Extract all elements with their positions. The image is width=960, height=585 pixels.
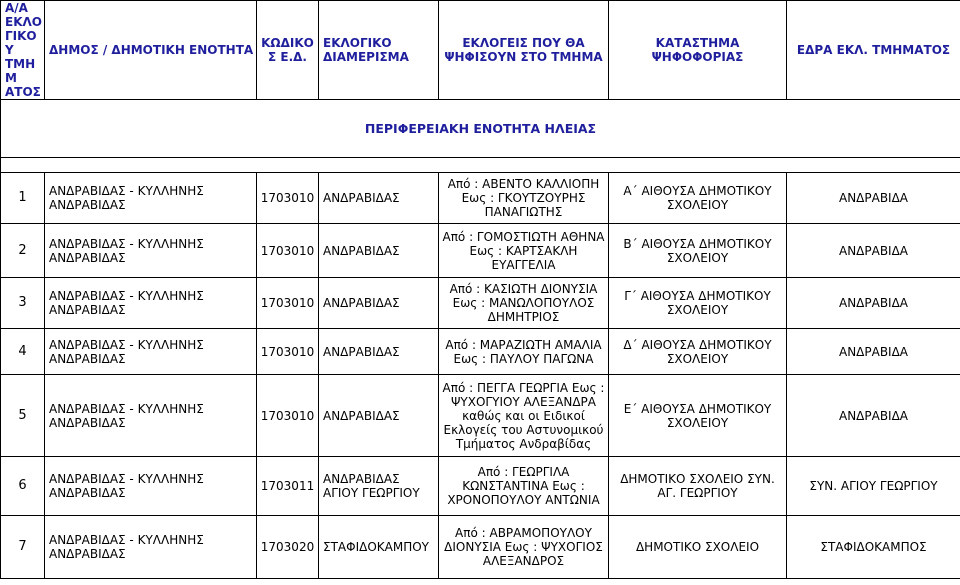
- voters-cell: Από : ΑΒΕΝΤΟ ΚΑΛΛΙΟΠΗ Εως : ΓΚΟΥΤΖΟΥΡΗΣ ΠΑΝΑΓΙΩΤΗΣ: [439, 173, 609, 224]
- polling-store-cell: ΔΗΜΟΤΙΚΟ ΣΧΟΛΕΙΟ ΣΥΝ. ΑΓ. ΓΕΩΡΓΙΟΥ: [609, 457, 787, 516]
- district-cell: ΑΝΔΡΑΒΙΔΑΣ: [319, 278, 439, 329]
- section-seat-cell: ΑΝΔΡΑΒΙΔΑ: [787, 224, 960, 278]
- table-row: [1, 516, 960, 579]
- row-number: 6: [1, 457, 45, 516]
- header-voters: ΕΚΛΟΓΕΙΣ ΠΟΥ ΘΑ ΨΗΦΙΣΟΥΝ ΣΤΟ ΤΜΗΜΑ: [439, 1, 609, 100]
- row-number: 4: [1, 329, 45, 375]
- header-section-number: Α/Α ΕΚΛΟ ΓΙΚΟΥ ΤΜΗΜ ΑΤΟΣ: [1, 1, 45, 100]
- row-number: 2: [1, 224, 45, 278]
- municipality-cell: ΑΝΔΡΑΒΙΔΑΣ - ΚΥΛΛΗΝΗΣ ΑΝΔΡΑΒΙΔΑΣ: [45, 329, 257, 375]
- municipality-cell: ΑΝΔΡΑΒΙΔΑΣ - ΚΥΛΛΗΝΗΣ ΑΝΔΡΑΒΙΔΑΣ: [45, 457, 257, 516]
- code-cell: 1703020: [257, 516, 319, 579]
- region-title: ΠΕΡΙΦΕΡΕΙΑΚΗ ΕΝΟΤΗΤΑ ΗΛΕΙΑΣ: [1, 100, 960, 158]
- header-polling-store: ΚΑΤΑΣΤΗΜΑ ΨΗΦΟΦΟΡΙΑΣ: [609, 1, 787, 100]
- district-cell: ΑΝΔΡΑΒΙΔΑΣ: [319, 375, 439, 457]
- municipality-cell: ΑΝΔΡΑΒΙΔΑΣ - ΚΥΛΛΗΝΗΣ ΑΝΔΡΑΒΙΔΑΣ: [45, 173, 257, 224]
- header-section-seat: ΕΔΡΑ ΕΚΛ. ΤΜΗΜΑΤΟΣ: [787, 1, 960, 100]
- table-row: [1, 457, 960, 516]
- municipality-cell: ΑΝΔΡΑΒΙΔΑΣ - ΚΥΛΛΗΝΗΣ ΑΝΔΡΑΒΙΔΑΣ: [45, 278, 257, 329]
- voters-cell: Από : ΠΕΓΓΑ ΓΕΩΡΓΙΑ Εως : ΨΥΧΟΓΥΙΟΥ ΑΛΕΞΑΝΔΡΑ καθώς και οι Ειδικοί Εκλογείς του Αστυνομικού Τμήματος Ανδραβίδας: [439, 375, 609, 457]
- polling-store-cell: Γ΄ ΑΙΘΟΥΣΑ ΔΗΜΟΤΙΚΟΥ ΣΧΟΛΕΙΟΥ: [609, 278, 787, 329]
- voters-cell: Από : ΚΑΣΙΩΤΗ ΔΙΟΝΥΣΙΑ Εως : ΜΑΝΩΛΟΠΟΥΛΟΣ ΔΗΜΗΤΡΙΟΣ: [439, 278, 609, 329]
- section-seat-cell: ΑΝΔΡΑΒΙΔΑ: [787, 329, 960, 375]
- district-cell: ΑΝΔΡΑΒΙΔΑΣ: [319, 224, 439, 278]
- polling-store-cell: Β΄ ΑΙΘΟΥΣΑ ΔΗΜΟΤΙΚΟΥ ΣΧΟΛΕΙΟΥ: [609, 224, 787, 278]
- district-cell: ΑΝΔΡΑΒΙΔΑΣ: [319, 173, 439, 224]
- table-body: [1, 173, 960, 579]
- polling-store-cell: Δ΄ ΑΙΘΟΥΣΑ ΔΗΜΟΤΙΚΟΥ ΣΧΟΛΕΙΟΥ: [609, 329, 787, 375]
- header-district: ΕΚΛΟΓΙΚΟ ΔΙΑΜΕΡΙΣΜΑ: [319, 1, 439, 100]
- table-row: [1, 278, 960, 329]
- code-cell: 1703010: [257, 278, 319, 329]
- header-municipality: ΔΗΜΟΣ / ΔΗΜΟΤΙΚΗ ΕΝΟΤΗΤΑ: [45, 1, 257, 100]
- voters-cell: Από : ΓΟΜΟΣΤΙΩΤΗ ΑΘΗΝΑ Εως : ΚΑΡΤΣΑΚΛΗ ΕΥΑΓΓΕΛΙΑ: [439, 224, 609, 278]
- code-cell: 1703011: [257, 457, 319, 516]
- table-row: [1, 173, 960, 224]
- district-cell: ΑΝΔΡΑΒΙΔΑΣ: [319, 329, 439, 375]
- voters-cell: Από : ΑΒΡΑΜΟΠΟΥΛΟΥ ΔΙΟΝΥΣΙΑ Εως : ΨΥΧΟΓΙΟΣ ΑΛΕΞΑΝΔΡΟΣ: [439, 516, 609, 579]
- polling-store-cell: Α΄ ΑΙΘΟΥΣΑ ΔΗΜΟΤΙΚΟΥ ΣΧΟΛΕΙΟΥ: [609, 173, 787, 224]
- district-cell: ΣΤΑΦΙΔΟΚΑΜΠΟΥ: [319, 516, 439, 579]
- region-row: [1, 100, 960, 158]
- section-seat-cell: ΑΝΔΡΑΒΙΔΑ: [787, 375, 960, 457]
- voters-cell: Από : ΜΑΡΑΖΙΩΤΗ ΑΜΑΛΙΑ Εως : ΠΑΥΛΟΥ ΠΑΓΩΝΑ: [439, 329, 609, 375]
- table-row: [1, 329, 960, 375]
- voters-cell: Από : ΓΕΩΡΓΙΛΑ ΚΩΝΣΤΑΝΤΙΝΑ Εως : ΧΡΟΝΟΠΟΥΛΟΥ ΑΝΤΩΝΙΑ: [439, 457, 609, 516]
- section-seat-cell: ΑΝΔΡΑΒΙΔΑ: [787, 278, 960, 329]
- row-number: 5: [1, 375, 45, 457]
- municipality-cell: ΑΝΔΡΑΒΙΔΑΣ - ΚΥΛΛΗΝΗΣ ΑΝΔΡΑΒΙΔΑΣ: [45, 516, 257, 579]
- municipality-cell: ΑΝΔΡΑΒΙΔΑΣ - ΚΥΛΛΗΝΗΣ ΑΝΔΡΑΒΙΔΑΣ: [45, 224, 257, 278]
- section-seat-cell: ΑΝΔΡΑΒΙΔΑ: [787, 173, 960, 224]
- header-row: [1, 1, 960, 100]
- table-row: [1, 375, 960, 457]
- row-number: 1: [1, 173, 45, 224]
- row-number: 7: [1, 516, 45, 579]
- polling-store-cell: Ε΄ ΑΙΘΟΥΣΑ ΔΗΜΟΤΙΚΟΥ ΣΧΟΛΕΙΟΥ: [609, 375, 787, 457]
- section-seat-cell: ΣΥΝ. ΑΓΙΟΥ ΓΕΩΡΓΙΟΥ: [787, 457, 960, 516]
- municipality-cell: ΑΝΔΡΑΒΙΔΑΣ - ΚΥΛΛΗΝΗΣ ΑΝΔΡΑΒΙΔΑΣ: [45, 375, 257, 457]
- code-cell: 1703010: [257, 329, 319, 375]
- section-seat-cell: ΣΤΑΦΙΔΟΚΑΜΠΟΣ: [787, 516, 960, 579]
- code-cell: 1703010: [257, 224, 319, 278]
- table-row: [1, 224, 960, 278]
- header-code: ΚΩΔΙΚΟ Σ Ε.Δ.: [257, 1, 319, 100]
- row-number: 3: [1, 278, 45, 329]
- polling-store-cell: ΔΗΜΟΤΙΚΟ ΣΧΟΛΕΙΟ: [609, 516, 787, 579]
- district-cell: ΑΝΔΡΑΒΙΔΑΣ ΑΓΙΟΥ ΓΕΩΡΓΙΟΥ: [319, 457, 439, 516]
- code-cell: 1703010: [257, 375, 319, 457]
- code-cell: 1703010: [257, 173, 319, 224]
- spacer-row: [1, 158, 960, 173]
